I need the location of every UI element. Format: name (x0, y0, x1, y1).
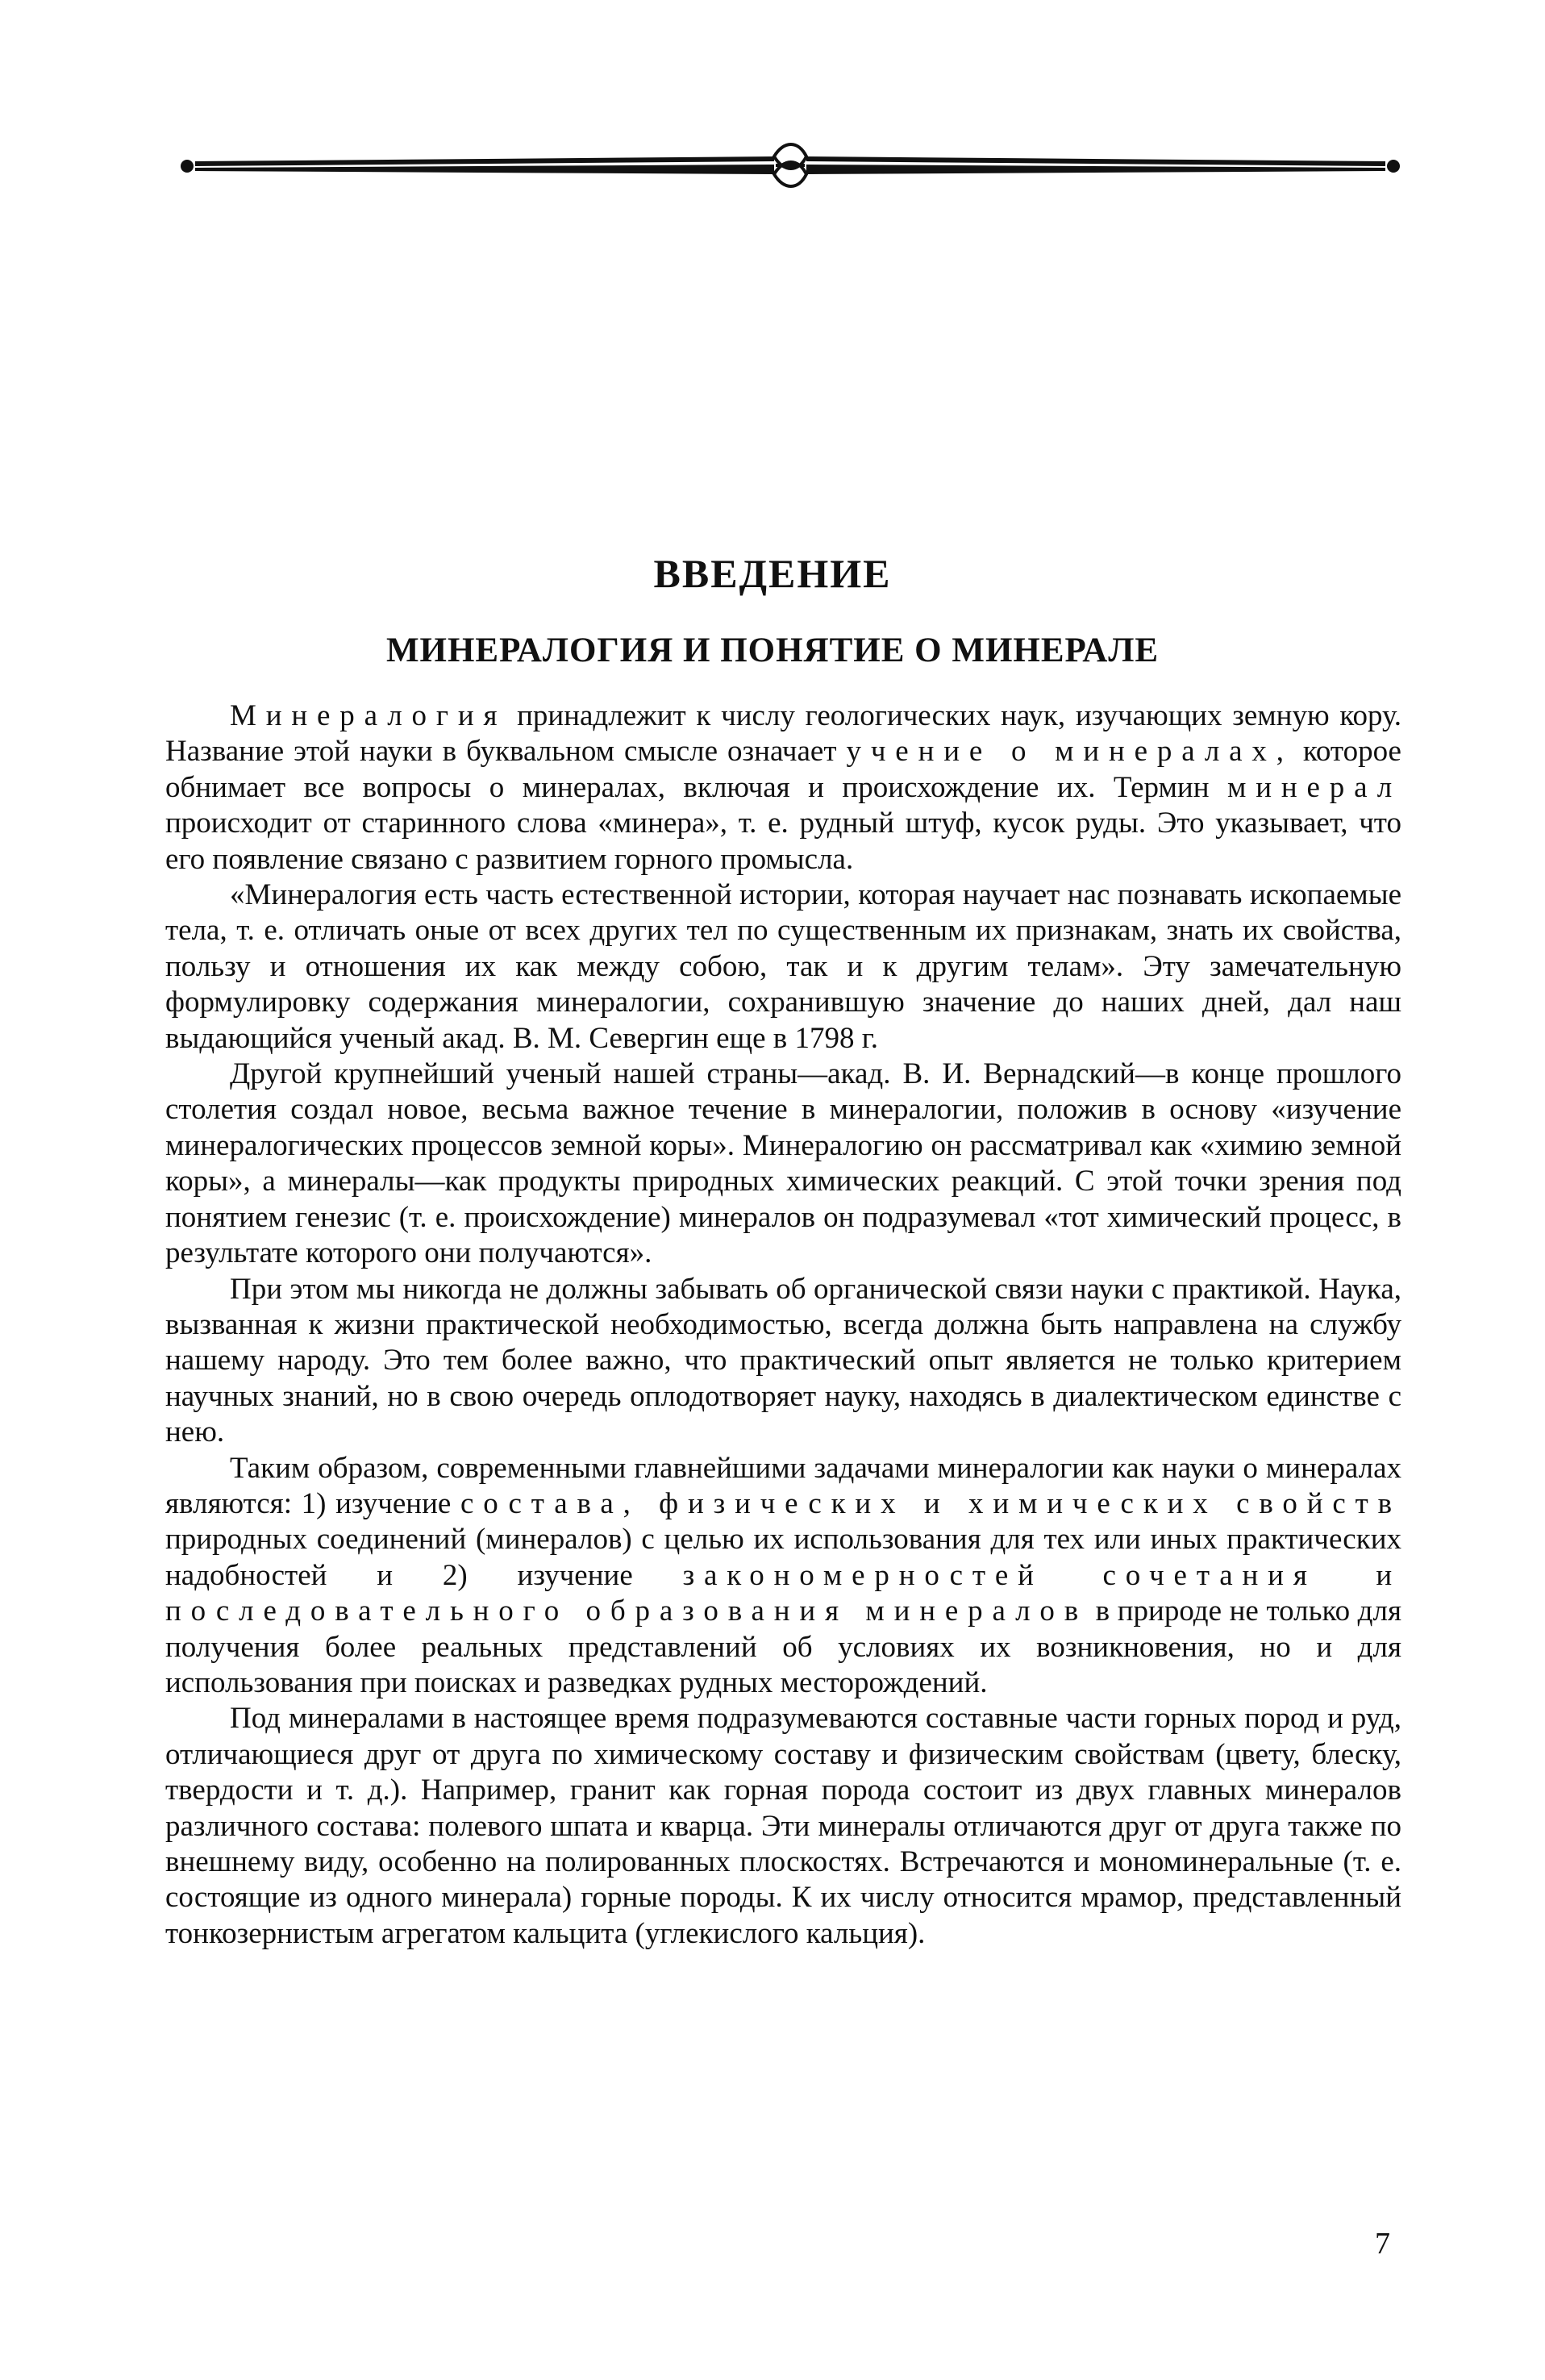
paragraph (165, 1057, 1401, 1271)
paragraph (165, 1451, 1401, 1702)
text-run: Другой крупнейший ученый нашей страны—акад. В. И. Вернадский—в конце прошлого столетия создал новое, весьма важное течение в минералогии, положив в основу «изучение минералогических процессов земной коры». Минералогию он рассматривал как «химию земной коры», а минералы—как продукты природных химических реакций. С этой точки зрения под понятием генезис (т. е. происхождение) минералов он подразумевал «тот химический процесс, в результате которого они получаются». (165, 1057, 1401, 1270)
paragraph (165, 1701, 1401, 1952)
spaced-emphasis: Минералогия (230, 699, 507, 732)
text-run: в природе не только для получения более реальных представлений об условиях их возникновения, но и для использования при поисках и разведках рудных месторождений. (165, 1594, 1401, 1699)
chapter-title: ВВЕДЕНИЕ (653, 551, 892, 596)
text-run: Таким образом, современными главнейшими задачами минералогии как науки о минералах являются: 1) изучение (165, 1451, 1401, 1520)
text-run: При этом мы никогда не должны забывать об органической связи науки с практикой. Наука, вызванная к жизни практической необходимостью, всегда должна быть направлена на службу нашему народу. Это тем более важно, что практический опыт является не только критерием научных знаний, но в свою очередь оплодотворяет науку, находясь в диалектическом единстве с нею. (165, 1272, 1401, 1449)
spaced-emphasis: закономерностей сочетания и последовательного образования минералов (165, 1558, 1401, 1628)
paragraph (165, 698, 1401, 877)
body-text (165, 698, 1401, 1952)
spaced-emphasis: учение о минералах, (846, 735, 1293, 769)
text-run: происходит от старинного слова «минера», т. е. рудный штуф, кусок руды. Это указывает, что его появление связано с развитием горного промысла. (165, 807, 1401, 876)
page-number: 7 (1375, 2227, 1390, 2261)
decorative-ornament-rule (177, 137, 1403, 194)
spaced-emphasis: минерал (1226, 770, 1401, 804)
text-run: «Минералогия есть часть естественной истории, которая научает нас познавать ископаемые тела, т. е. отличать оные от всех других тел по существенным их признакам, знать их свойства, пользу и отношения их как между собою, так и к другим телам». Эту замечательную формулировку содержания минералогии, сохранившую значение до наших дней, дал наш выдающийся ученый акад. В. М. Севергин еще в 1798 г. (165, 878, 1401, 1055)
section-subtitle: МИНЕРАЛОГИЯ И ПОНЯТИЕ О МИНЕРАЛЕ (385, 631, 1160, 669)
paragraph (165, 877, 1401, 1057)
paragraph (165, 1272, 1401, 1451)
spaced-emphasis: состава, физических и химических свойств (460, 1486, 1401, 1520)
text-run: которое обнимает все вопросы о минералах, включая и происхождение их. Термин (165, 735, 1401, 804)
text-run: принадлежит к числу геологических наук, изучающих земную кору. Название этой науки в буквальном смысле означает (165, 699, 1401, 769)
text-run: Под минералами в настоящее время подразумеваются составные части горных пород и руд, отличающиеся друг от друга по химическому составу и физическим свойствам (цвету, блеску, твердости и т. д.). Например, гранит как горная порода состоит из двух главных минералов различного состава: полевого шпата и кварца. Эти минералы отличаются друг от друга также по внешнему виду, особенно на полированных плоскостях. Встречаются и мономинеральные (т. е. состоящие из одного минерала) горные породы. К их числу относится мрамор, представленный тонкозернистым агрегатом кальцита (углекислого кальция). (165, 1702, 1401, 1950)
text-run: природных соединений (минералов) с целью их использования для тех или иных практических надобностей и 2) изучение (165, 1523, 1401, 1592)
